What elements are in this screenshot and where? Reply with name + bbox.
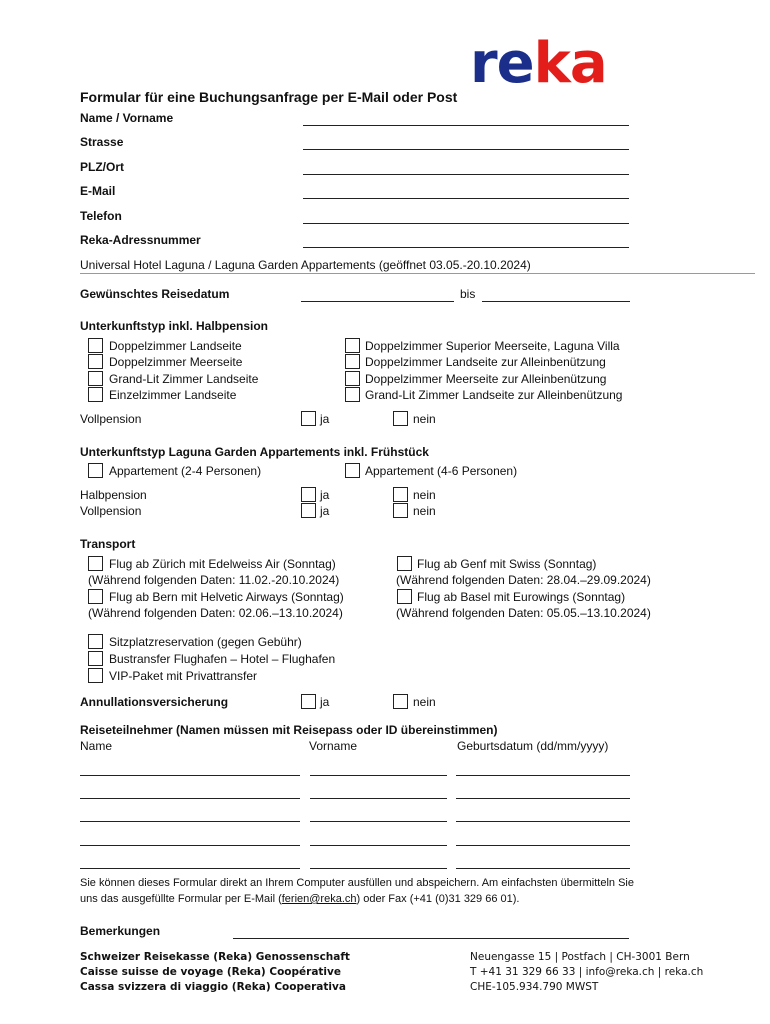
participant-birth-field[interactable] — [456, 775, 630, 776]
room-checkbox[interactable] — [88, 354, 103, 369]
room-option-label: Doppelzimmer Landseite — [109, 339, 242, 353]
divider — [80, 273, 755, 274]
bus-transfer-checkbox[interactable] — [88, 651, 103, 666]
vollpension-label: Vollpension — [80, 412, 142, 426]
travel-date-label: Gewünschtes Reisedatum — [80, 287, 230, 301]
room-checkbox[interactable] — [345, 338, 360, 353]
flight-label: Flug ab Basel mit Eurowings (Sonntag) — [417, 590, 626, 604]
participant-birth-field[interactable] — [456, 868, 630, 869]
phone-field[interactable] — [303, 223, 629, 224]
col-birth-header: Geburtsdatum (dd/mm/yyyy) — [457, 739, 609, 753]
phone-label: Telefon — [80, 209, 122, 223]
col-name-header: Name — [80, 739, 113, 753]
email-link[interactable]: ferien@reka.ch — [281, 893, 357, 905]
col-vorname-header: Vorname — [309, 739, 358, 753]
vollpension-nein-checkbox[interactable] — [393, 411, 408, 426]
flight-bern-checkbox[interactable] — [88, 589, 103, 604]
room-option-label: Doppelzimmer Superior Meerseite, Laguna Villa — [365, 339, 620, 353]
ja-label: ja — [320, 695, 330, 709]
room-checkbox[interactable] — [88, 387, 103, 402]
extra-option-label: VIP-Paket mit Privattransfer — [109, 669, 258, 683]
zip-city-field[interactable] — [303, 174, 629, 175]
participant-vorname-field[interactable] — [310, 868, 447, 869]
nein-label: nein — [413, 695, 436, 709]
seat-reservation-checkbox[interactable] — [88, 634, 103, 649]
nein-label: nein — [413, 504, 436, 518]
note-line-2: uns das ausgefüllte Formular per E-Mail (ferien@reka.ch) oder Fax (+41 (0)31 329 66 01). — [80, 893, 520, 905]
reka-number-field[interactable] — [303, 247, 629, 248]
extra-option-label: Sitzplatzreservation (gegen Gebühr) — [109, 635, 302, 649]
vip-package-checkbox[interactable] — [88, 668, 103, 683]
participant-name-field[interactable] — [80, 845, 300, 846]
participant-vorname-field[interactable] — [310, 798, 447, 799]
flight-label: Flug ab Bern mit Helvetic Airways (Sonntag) — [109, 590, 344, 604]
email-label: E-Mail — [80, 184, 116, 198]
room-checkbox[interactable] — [88, 371, 103, 386]
room-option-label: Grand-Lit Zimmer Landseite zur Alleinbenützung — [365, 388, 623, 402]
apartment-option-label: Appartement (4-6 Personen) — [365, 464, 518, 478]
footer-contact — [470, 950, 703, 995]
transport-heading: Transport — [80, 537, 136, 551]
participant-vorname-field[interactable] — [310, 821, 447, 822]
street-field[interactable] — [303, 149, 629, 150]
apartment-checkbox[interactable] — [345, 463, 360, 478]
ja-label: ja — [320, 488, 330, 502]
nein-label: nein — [413, 412, 436, 426]
vollpension-label: Vollpension — [80, 504, 142, 518]
footer-org-line: Schweizer Reisekasse (Reka) Genossenschaft — [80, 951, 350, 963]
room-checkbox[interactable] — [345, 387, 360, 402]
nein-label: nein — [413, 488, 436, 502]
halbpension-ja-checkbox[interactable] — [301, 487, 316, 502]
apartment-option-label: Appartement (2-4 Personen) — [109, 464, 262, 478]
flight-label: Flug ab Genf mit Swiss (Sonntag) — [417, 557, 597, 571]
remarks-label: Bemerkungen — [80, 924, 161, 938]
participant-name-field[interactable] — [80, 775, 300, 776]
participant-vorname-field[interactable] — [310, 775, 447, 776]
flight-dates: (Während folgenden Daten: 05.05.–13.10.2024) — [396, 606, 651, 620]
ja-label: ja — [320, 504, 330, 518]
email-field[interactable] — [303, 198, 629, 199]
vollpension-ja-checkbox[interactable] — [301, 411, 316, 426]
room-option-label: Einzelzimmer Landseite — [109, 388, 237, 402]
garden-heading: Unterkunftstyp Laguna Garden Appartements inkl. Frühstück — [80, 445, 429, 459]
vollpension-ja-checkbox[interactable] — [301, 503, 316, 518]
flight-dates: (Während folgenden Daten: 02.06.–13.10.2024) — [88, 606, 343, 620]
remarks-field[interactable] — [233, 938, 629, 939]
footer-contact-line: Neuengasse 15 | Postfach | CH-3001 Bern — [470, 951, 690, 963]
vollpension-nein-checkbox[interactable] — [393, 503, 408, 518]
footer-org-line: Caisse suisse de voyage (Reka) Coopérative — [80, 966, 341, 978]
form-title: Formular für eine Buchungsanfrage per E-Mail oder Post — [80, 89, 458, 105]
participant-birth-field[interactable] — [456, 821, 630, 822]
participant-vorname-field[interactable] — [310, 845, 447, 846]
extra-option-label: Bustransfer Flughafen – Hotel – Flughafen — [109, 652, 336, 666]
participants-heading: Reiseteilnehmer (Namen müssen mit Reisepass oder ID übereinstimmen) — [80, 723, 498, 737]
flight-label: Flug ab Zürich mit Edelweiss Air (Sonntag) — [109, 557, 336, 571]
room-checkbox[interactable] — [88, 338, 103, 353]
reka-logo: reka — [470, 31, 607, 96]
insurance-ja-checkbox[interactable] — [301, 694, 316, 709]
travel-date-from-field[interactable] — [301, 301, 454, 302]
halbpension-nein-checkbox[interactable] — [393, 487, 408, 502]
insurance-nein-checkbox[interactable] — [393, 694, 408, 709]
flight-dates: (Während folgenden Daten: 28.04.–29.09.2024) — [396, 573, 651, 587]
room-checkbox[interactable] — [345, 371, 360, 386]
halbpension-label: Halbpension — [80, 488, 147, 502]
flight-basel-checkbox[interactable] — [397, 589, 412, 604]
footer-org-line: Cassa svizzera di viaggio (Reka) Cooperativa — [80, 981, 346, 993]
room-checkbox[interactable] — [345, 354, 360, 369]
flight-zurich-checkbox[interactable] — [88, 556, 103, 571]
room-option-label: Grand-Lit Zimmer Landseite — [109, 372, 259, 386]
travel-date-bis-label: bis — [460, 287, 476, 301]
participant-birth-field[interactable] — [456, 798, 630, 799]
participant-name-field[interactable] — [80, 821, 300, 822]
street-label: Strasse — [80, 135, 124, 149]
participant-name-field[interactable] — [80, 798, 300, 799]
name-field[interactable] — [303, 125, 629, 126]
zip-city-label: PLZ/Ort — [80, 160, 124, 174]
name-label: Name / Vorname — [80, 111, 174, 125]
ja-label: ja — [320, 412, 330, 426]
footer-contact-line: T +41 31 329 66 33 | info@reka.ch | reka.ch — [470, 966, 704, 978]
room-option-label: Doppelzimmer Meerseite zur Alleinbenützung — [365, 372, 607, 386]
reka-number-label: Reka-Adressnummer — [80, 233, 201, 247]
flight-geneva-checkbox[interactable] — [397, 556, 412, 571]
footer-org — [80, 950, 350, 995]
room-option-label: Doppelzimmer Landseite zur Alleinbenützung — [365, 355, 606, 369]
footer-contact-line: CHE-105.934.790 MWST — [470, 981, 599, 993]
flight-dates: (Während folgenden Daten: 11.02.-20.10.2024) — [88, 573, 340, 587]
participant-name-field[interactable] — [80, 868, 300, 869]
note-line-1: Sie können dieses Formular direkt an Ihrem Computer ausfüllen und abspeichern. Am einfachsten übermitteln Sie — [80, 877, 634, 889]
travel-date-to-field[interactable] — [482, 301, 630, 302]
room-type-heading: Unterkunftstyp inkl. Halbpension — [80, 319, 269, 333]
insurance-label: Annullationsversicherung — [80, 695, 229, 709]
apartment-checkbox[interactable] — [88, 463, 103, 478]
room-option-label: Doppelzimmer Meerseite — [109, 355, 243, 369]
hotel-heading: Universal Hotel Laguna / Laguna Garden Appartements (geöffnet 03.05.-20.10.2024) — [80, 258, 531, 272]
participant-birth-field[interactable] — [456, 845, 630, 846]
